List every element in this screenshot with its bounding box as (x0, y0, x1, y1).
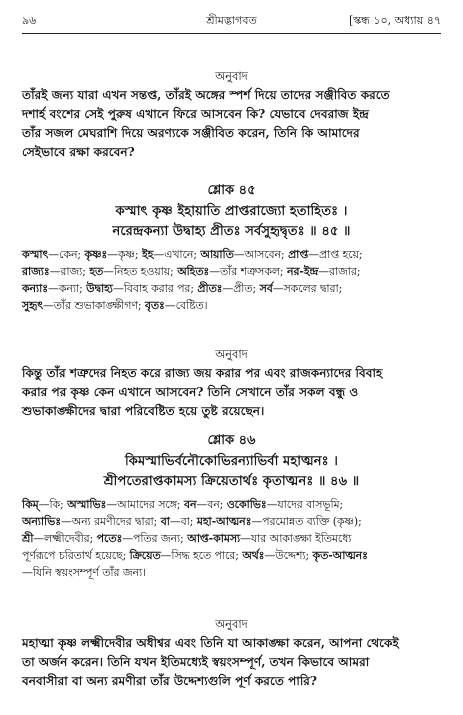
translation-heading: অনুবাদ (215, 347, 248, 361)
sanskrit-term: বৃতঃ (144, 299, 165, 312)
shloka-title: শ্লোক ৪৬ (207, 433, 256, 448)
sanskrit-term: আয়াতি (200, 248, 234, 261)
sanskrit-term: বন (183, 498, 197, 511)
sanskrit-term: পতেঃ (96, 532, 123, 545)
term-meaning: —যিনি স্বয়ংসম্পূর্ণ তাঁর জন্য। (22, 566, 146, 579)
term-meaning: —রাজ্য; (49, 265, 90, 278)
sanskrit-term: কস্মাৎ (22, 248, 49, 261)
translation-text (22, 364, 441, 421)
running-header (22, 12, 441, 32)
sanskrit-term: অর্থঃ (242, 549, 265, 562)
word-synonyms (22, 246, 441, 314)
term-meaning: —পতির জন্য; (122, 532, 188, 545)
term-meaning: —রাজার; (318, 265, 361, 278)
term-meaning: —প্রাপ্ত হয়ে; (308, 248, 363, 261)
text-line: সেইভাবে রক্ষা করবেন? (22, 145, 135, 159)
translation-block-1 (22, 68, 441, 162)
term-meaning: —পরমোন্নত ব্যক্তি (কৃষ্ণ); (251, 515, 362, 528)
term-meaning: —আসবেন; (233, 248, 289, 261)
verse-line: নরেন্দ্রকন্যা উদ্বাহ্য প্রীতঃ সর্বসুহৃদ্বৃতঃ ॥ ৪৫ ॥ (112, 224, 351, 239)
translation-heading: অনুবাদ (215, 617, 248, 631)
term-meaning: —কি; (38, 498, 68, 511)
term-meaning: —এখানে; (153, 248, 201, 261)
term-meaning: —কৃষ্ণ; (107, 248, 143, 261)
term-meaning: —সিদ্ধ হতে পারে; (160, 549, 243, 562)
page-number: ৯৬ (22, 14, 37, 27)
sanskrit-term: সর্ব (259, 282, 273, 295)
synonym-line (22, 513, 441, 530)
sanskrit-term: প্রাপ্ত (288, 248, 309, 261)
sanskrit-term: কৃত-আত্মনঃ (312, 549, 368, 562)
term-meaning: —বন; (196, 498, 227, 511)
translation-block-3 (22, 616, 441, 691)
term-meaning: —যাদের বাসভূমি; (266, 498, 344, 511)
synonym-line (22, 530, 441, 547)
term-meaning: —উদ্দেশ্য; (264, 549, 313, 562)
section-reference: [স্কন্ধ ১০, অধ্যায় ৪৭ (348, 14, 441, 27)
sanskrit-term: হত (89, 265, 104, 278)
synonym-line (22, 280, 441, 297)
term-meaning: —তাঁর শত্রুসকল; (209, 265, 287, 278)
sanskrit-term: সুহৃৎ (22, 299, 43, 312)
text-line: তাঁরই জন্য যারা এখন সন্তপ্ত, তাঁরই অঙ্গের স্পর্শ দিয়ে তাদের সঞ্জীবিত করতে (22, 88, 390, 102)
sanskrit-term: কিম্ (22, 498, 39, 511)
synonym-line (22, 246, 441, 263)
term-meaning: —যার আকাঙ্ক্ষা ইতিমধ্যে (240, 532, 352, 545)
word-synonyms (22, 496, 441, 581)
term-meaning: —বিবাহ করার পর; (112, 282, 198, 295)
sanskrit-term: নর-ইন্দ্র (287, 265, 319, 278)
header-rule (22, 33, 441, 34)
verse-text (22, 202, 441, 242)
term-meaning: —কেন; (48, 248, 85, 261)
translation-text (22, 634, 441, 691)
term-meaning: —অন্য রমণীদের দ্বারা; (60, 515, 161, 528)
book-title: শ্রীমদ্ভাগবত (206, 14, 257, 27)
shloka-45 (22, 182, 441, 314)
term-meaning: —বা; (169, 515, 197, 528)
sanskrit-term: রাজ্যঃ (22, 265, 50, 278)
term-meaning: —প্রীত; (222, 282, 260, 295)
text-line: তাঁর সজল মেঘরাশি দিয়ে অরণ্যকে সঞ্জীবিত করেন, তিনি কি আমাদের (22, 126, 360, 140)
translation-heading: অনুবাদ (215, 69, 248, 83)
term-meaning: —কন্যা; (48, 282, 87, 295)
sanskrit-term: আপ্ত-কামস্য (187, 532, 241, 545)
sanskrit-term: কৃষ্ণঃ (84, 248, 108, 261)
sanskrit-term: ওকোভিঃ (226, 498, 267, 511)
term-meaning: পূর্ণরূপে চরিতার্থ হয়েছে; (22, 549, 130, 562)
text-line: তা অর্জন করেন। তিনি যখন ইতিমধ্যেই স্বয়ংসম্পূর্ণ, তখন কিভাবে আমরা (22, 655, 370, 669)
verse-text (22, 452, 441, 492)
shloka-title: শ্লোক ৪৫ (207, 183, 256, 198)
text-line: কিন্তু তাঁর শত্রুদের নিহত করে রাজ্য জয় করার পর এবং রাজকন্যাদের বিবাহ (22, 366, 383, 380)
text-line: দশার্হ বংশের সেই পুরুষ এখানে ফিরে আসবেন কি? যেভাবে দেবরাজ ইন্দ্র (22, 107, 369, 121)
sanskrit-term: ক্রিয়েত (129, 549, 161, 562)
text-line: বনবাসীরা বা অন্য রমণীরা তাঁর উদ্দেশ্যগুলি পূর্ণ করতে পারি? (22, 674, 318, 688)
term-meaning: —সকলের দ্বারা; (272, 282, 343, 295)
sanskrit-term: মহা-আত্মনঃ (196, 515, 252, 528)
sanskrit-term: ইহ (142, 248, 154, 261)
verse-line: কস্মাৎ কৃষ্ণ ইহায়াতি প্রাপ্তরাজ্যো হতাহিতঃ । (115, 204, 348, 219)
sanskrit-term: উদ্বাহ্য (86, 282, 113, 295)
sanskrit-term: প্রীতঃ (197, 282, 223, 295)
term-meaning: —নিহত হওয়ায়; (103, 265, 178, 278)
sanskrit-term: বা (160, 515, 170, 528)
synonym-line (22, 263, 441, 280)
term-meaning: —আমাদের সঙ্গে; (106, 498, 184, 511)
term-meaning: —তাঁর শুভাকাঙ্ক্ষীগণ; (42, 299, 145, 312)
sanskrit-term: অহিতঃ (177, 265, 210, 278)
text-line: করার পর কৃষ্ণ কেন এখানে আসবেন? তিনি সেখানে তাঁর সকল বন্ধু ও (22, 385, 359, 399)
translation-text (22, 86, 441, 162)
synonym-line (22, 564, 441, 581)
verse-line: কিমস্মাভির্বনৌকোভিরন্যাভির্বা মহাত্মনঃ । (124, 454, 339, 469)
term-meaning: —বেষ্টিত। (164, 299, 208, 312)
sanskrit-term: কন্যাঃ (22, 282, 49, 295)
shloka-46 (22, 432, 441, 581)
text-line: শুভাকাঙ্ক্ষীদের দ্বারা পরিবেষ্টিত হয়ে তুষ্ট রয়েছেন। (22, 404, 265, 418)
term-meaning: —লক্ষ্মীদেবীর; (33, 532, 97, 545)
verse-line: শ্রীপতেরাপ্তকামস্য ক্রিয়েতার্থঃ কৃতাত্মনঃ ॥ ৪৬ ॥ (103, 474, 360, 489)
synonym-line (22, 547, 441, 564)
synonym-line (22, 297, 441, 314)
synonym-line (22, 496, 441, 513)
sanskrit-term: অস্মাভিঃ (67, 498, 107, 511)
text-line: মহাত্মা কৃষ্ণ লক্ষ্মীদেবীর অধীশ্বর এবং তিনি যা আকাঙ্ক্ষা করেন, আপনা থেকেই (22, 636, 399, 650)
translation-block-2 (22, 346, 441, 421)
sanskrit-term: অন্যাভিঃ (22, 515, 61, 528)
sanskrit-term: শ্রী (22, 532, 34, 545)
